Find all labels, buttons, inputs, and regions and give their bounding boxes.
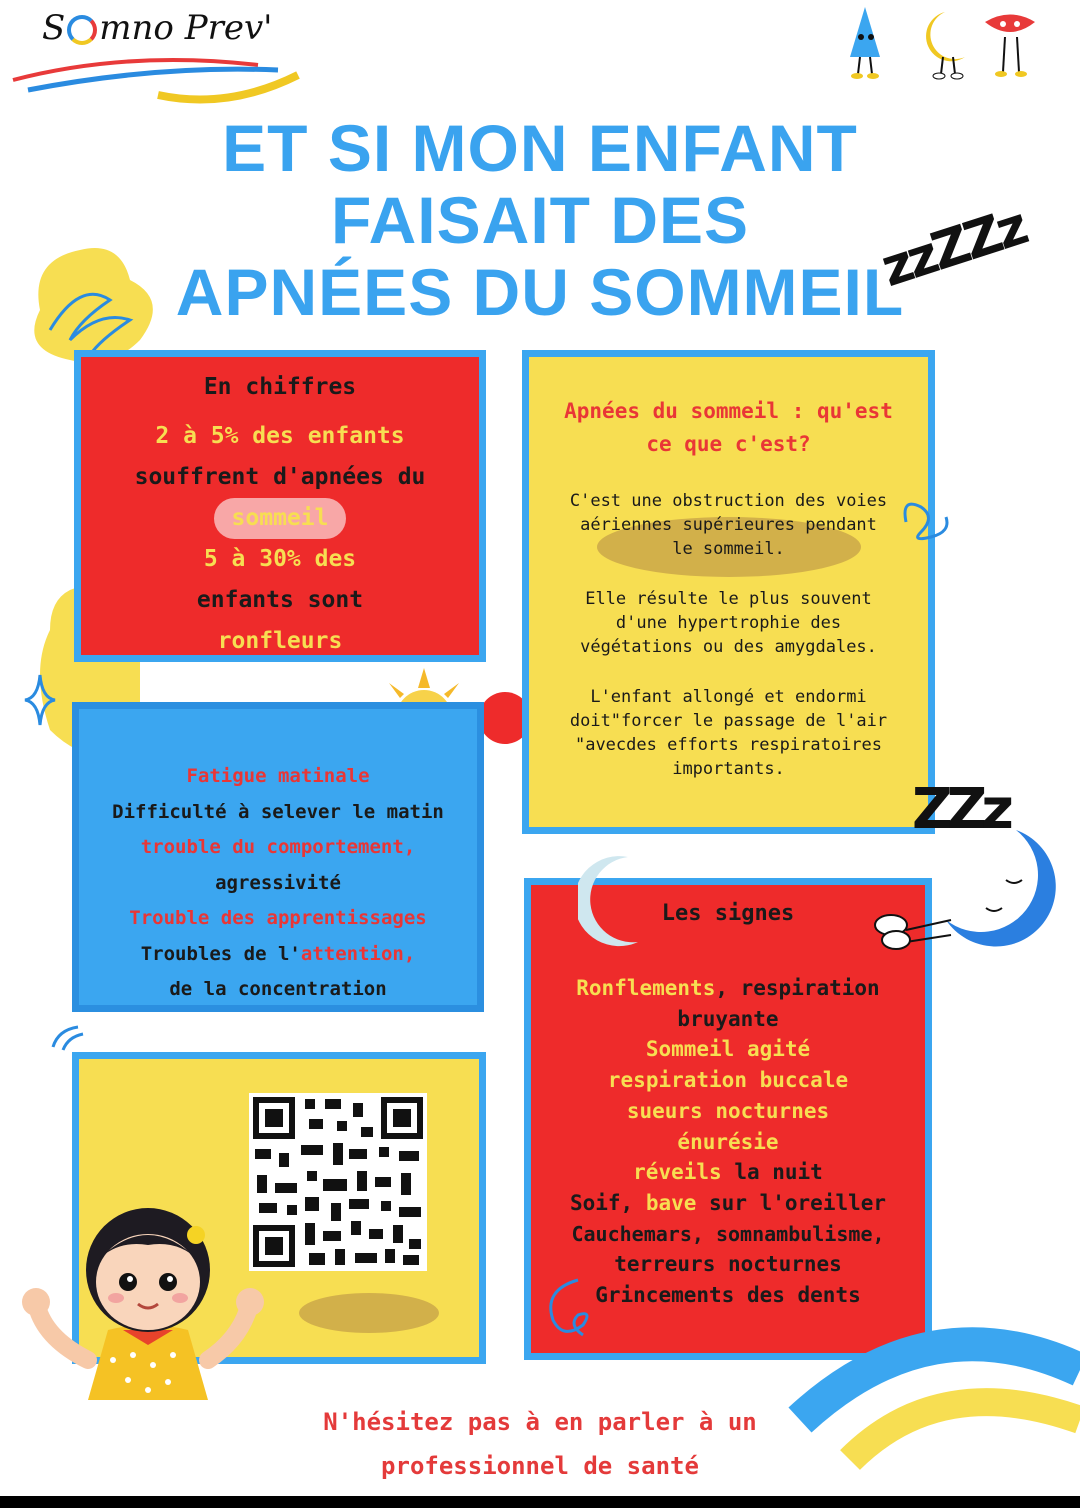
definition-p1b: aériennes supérieures pendant bbox=[580, 515, 877, 535]
logo-suffix: mno Prev' bbox=[99, 8, 273, 48]
definition-p3d: importants. bbox=[672, 759, 785, 779]
chiffres-line-3: sommeil bbox=[214, 498, 347, 539]
chiffres-line-1: 2 à 5% des enfants bbox=[155, 423, 405, 449]
signes-line-6: énurésie bbox=[677, 1129, 779, 1154]
consequences-card bbox=[72, 702, 484, 1012]
consequences-line-4: agressivité bbox=[215, 871, 341, 894]
chiffres-line-4: 5 à 30% des bbox=[203, 546, 357, 572]
definition-p1a: C'est une obstruction des voies bbox=[569, 491, 888, 511]
consequences-line-6 bbox=[79, 937, 477, 973]
signes-line-1b: , respiration bbox=[715, 976, 880, 1000]
definition-card bbox=[522, 350, 935, 834]
chiffres-heading: En chiffres bbox=[203, 374, 357, 400]
curl-icon bbox=[896, 492, 956, 552]
consequences-line-7: de la concentration bbox=[169, 978, 387, 1000]
consequences-line-5: Trouble des apprentissages bbox=[129, 907, 427, 929]
signes-line-8a: Soif, bbox=[569, 1190, 646, 1215]
consequences-line-6a: Troubles de l' bbox=[140, 942, 301, 965]
signes-line-9: Cauchemars, somnambulisme, bbox=[571, 1221, 885, 1246]
zzz-moon-icon: ZZz bbox=[912, 777, 1008, 842]
footer-line-1: N'hésitez pas à en parler à un bbox=[323, 1408, 757, 1436]
sleeping-moon-icon bbox=[866, 820, 1066, 960]
signes-line-5: sueurs nocturnes bbox=[626, 1098, 830, 1123]
logo-prefix: S bbox=[42, 8, 66, 48]
footer-note bbox=[0, 1400, 1080, 1488]
chiffres-line-5: enfants sont bbox=[196, 587, 364, 613]
definition-p2c: végétations ou des amygdales. bbox=[580, 637, 877, 657]
title-line-1: ET SI MON ENFANT bbox=[222, 111, 858, 185]
signes-line-11: Grincements des dents bbox=[595, 1283, 861, 1308]
definition-heading-2: ce que c'est? bbox=[646, 432, 811, 456]
bottom-bar bbox=[0, 1496, 1080, 1508]
signes-line-1a: Ronflements bbox=[576, 976, 716, 1000]
definition-p1c: le sommeil. bbox=[672, 539, 785, 559]
definition-p3b: doit"forcer le passage de l'air bbox=[569, 711, 888, 731]
crescent-moon-icon bbox=[578, 852, 658, 952]
signes-line-8c: sur l'oreiller bbox=[696, 1190, 887, 1215]
title-line-3: APNÉES DU SOMMEIL bbox=[175, 255, 905, 329]
signes-heading: Les signes bbox=[661, 901, 795, 926]
definition-p2b: d'une hypertrophie des bbox=[615, 613, 842, 633]
accent-lines-icon bbox=[48, 1022, 88, 1052]
mascots-icon bbox=[825, 2, 1055, 82]
signes-line-7 bbox=[531, 1157, 925, 1188]
footer-line-2: professionnel de santé bbox=[381, 1452, 699, 1480]
signes-line-8 bbox=[531, 1188, 925, 1219]
sparkle-icon bbox=[20, 670, 60, 730]
title-line-2: FAISAIT DES bbox=[330, 183, 750, 257]
signes-line-4: respiration buccale bbox=[607, 1068, 849, 1093]
signes-line-10: terreurs nocturnes bbox=[614, 1252, 842, 1277]
chiffres-line-3-wrap bbox=[81, 498, 479, 539]
qr-shadow-shape bbox=[299, 1293, 439, 1333]
signes-line-1 bbox=[531, 973, 925, 1004]
definition-p3c: "avecdes efforts respiratoires bbox=[574, 735, 883, 755]
definition-p2a: Elle résulte le plus souvent bbox=[585, 589, 872, 609]
consequences-line-3: trouble du comportement, bbox=[140, 836, 416, 858]
chiffres-card bbox=[74, 350, 486, 662]
chiffres-line-2: souffrent d'apnées du bbox=[134, 464, 426, 490]
curl-icon-2 bbox=[538, 1270, 608, 1350]
logo-swoosh-icon bbox=[8, 40, 308, 110]
chiffres-line-6: ronfleurs bbox=[217, 628, 343, 654]
consequences-line-2: Difficulté à selever le matin bbox=[112, 800, 444, 823]
child-illustration-icon bbox=[18, 1190, 278, 1400]
zzz-icon: zzZZz bbox=[874, 196, 1032, 300]
consequences-line-6b: attention, bbox=[300, 942, 416, 965]
definition-heading-1: Apnées du sommeil : qu'est bbox=[564, 399, 893, 423]
signes-line-2: bruyante bbox=[677, 1006, 779, 1031]
signes-line-3: Sommeil agité bbox=[645, 1037, 811, 1062]
signes-line-7b: la nuit bbox=[721, 1160, 823, 1185]
definition-p3a: L'enfant allongé et endormi bbox=[590, 687, 867, 707]
consequences-line-1: Fatigue matinale bbox=[186, 765, 370, 787]
signes-line-8b: bave bbox=[645, 1190, 697, 1215]
signes-line-7a: réveils bbox=[633, 1160, 722, 1185]
